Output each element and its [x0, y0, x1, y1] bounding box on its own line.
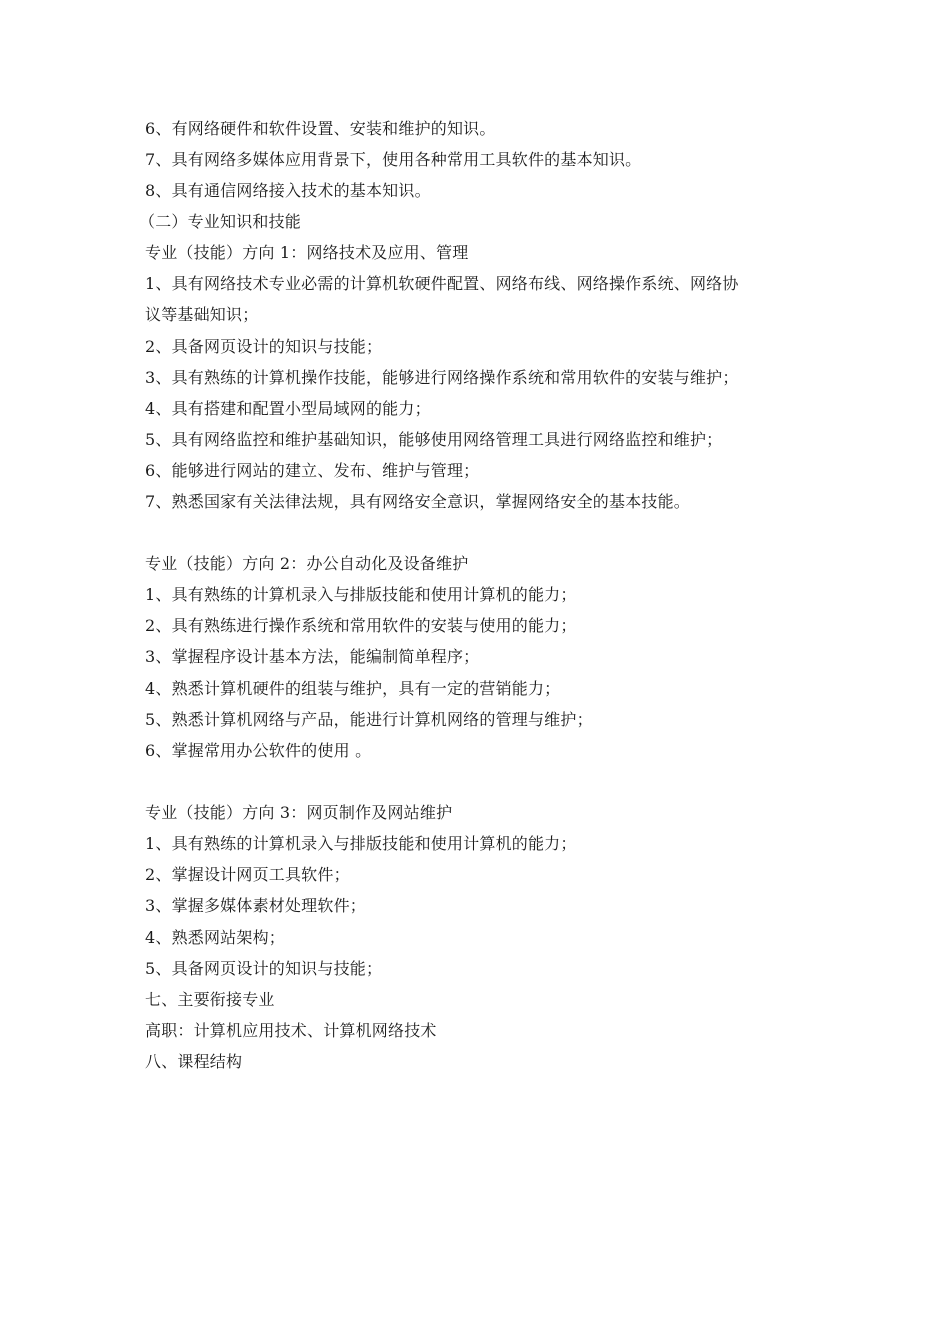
text-line: 7、熟悉国家有关法律法规，具有网络安全意识，掌握网络安全的基本技能。 [145, 492, 690, 511]
text-line: 2、掌握设计网页工具软件； [145, 865, 350, 884]
text-line: 5、熟悉计算机网络与产品，能进行计算机网络的管理与维护； [145, 710, 593, 729]
text-line: 5、具备网页设计的知识与技能； [145, 959, 383, 978]
text-line: 2、具备网页设计的知识与技能； [145, 337, 383, 356]
section-heading: （二）专业知识和技能 [139, 212, 302, 231]
text-line: 6、有网络硬件和软件设置、安装和维护的知识。 [145, 119, 496, 138]
text-line: 议等基础知识； [145, 305, 259, 324]
text-line: 7、具有网络多媒体应用背景下，使用各种常用工具软件的基本知识。 [145, 150, 642, 169]
subsection-heading: 专业（技能）方向 3：网页制作及网站维护 [145, 803, 453, 822]
text-line: 3、掌握程序设计基本方法，能编制简单程序； [145, 647, 480, 666]
text-line: 1、具有熟练的计算机录入与排版技能和使用计算机的能力； [145, 834, 577, 853]
text-line: 3、具有熟练的计算机操作技能，能够进行网络操作系统和常用软件的安装与维护； [145, 368, 739, 387]
text-line: 4、熟悉网站架构； [145, 928, 285, 947]
text-line: 2、具有熟练进行操作系统和常用软件的安装与使用的能力； [145, 616, 577, 635]
text-line: 1、具有网络技术专业必需的计算机软硬件配置、网络布线、网络操作系统、网络协 [145, 274, 739, 293]
text-line: 3、掌握多媒体素材处理软件； [145, 896, 366, 915]
text-line: 1、具有熟练的计算机录入与排版技能和使用计算机的能力； [145, 585, 577, 604]
text-line: 4、熟悉计算机硬件的组装与维护，具有一定的营销能力； [145, 679, 561, 698]
text-line: 4、具有搭建和配置小型局域网的能力； [145, 399, 431, 418]
text-line: 6、掌握常用办公软件的使用 。 [145, 741, 372, 760]
text-line: 高职：计算机应用技术、计算机网络技术 [145, 1021, 437, 1040]
text-line: 5、具有网络监控和维护基础知识，能够使用网络管理工具进行网络监控和维护； [145, 430, 723, 449]
text-line: 6、能够进行网站的建立、发布、维护与管理； [145, 461, 480, 480]
text-line: 8、具有通信网络接入技术的基本知识。 [145, 181, 431, 200]
subsection-heading: 专业（技能）方向 1：网络技术及应用、管理 [145, 243, 469, 262]
section-heading: 八、课程结构 [145, 1052, 243, 1071]
subsection-heading: 专业（技能）方向 2：办公自动化及设备维护 [145, 554, 469, 573]
section-heading: 七、主要衔接专业 [145, 990, 275, 1009]
